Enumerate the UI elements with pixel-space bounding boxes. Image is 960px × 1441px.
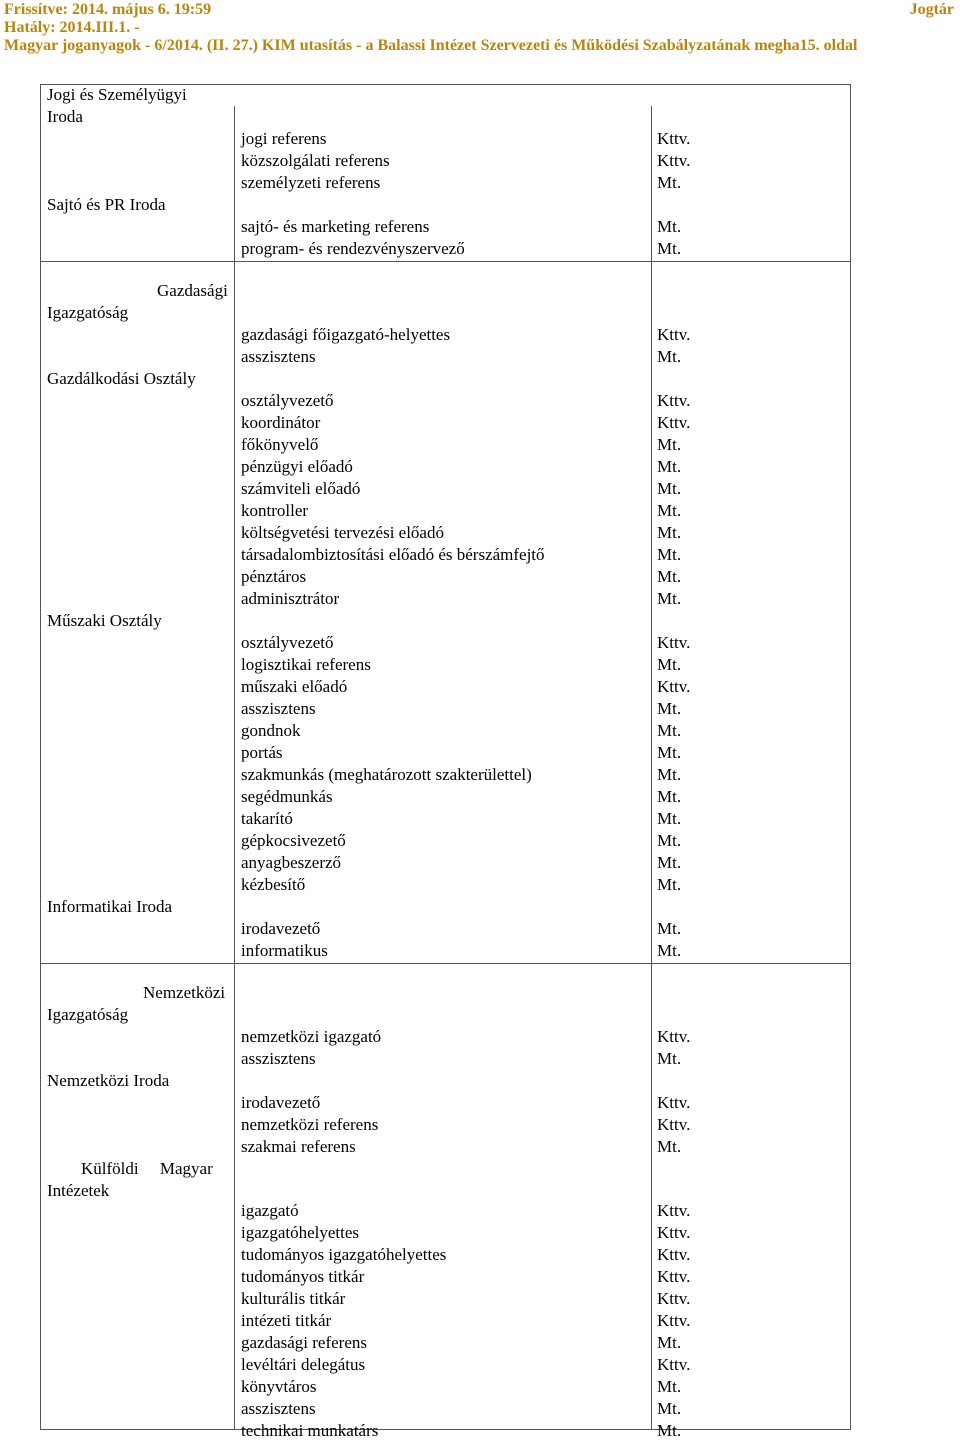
employment-type: Mt. — [657, 765, 682, 784]
employment-type: Mt. — [657, 173, 682, 192]
employment-type: Kttv. — [657, 1115, 691, 1134]
position-name: osztályvezető — [241, 633, 334, 652]
org-unit-label: Informatikai Iroda — [47, 897, 173, 916]
position-name: takarító — [241, 809, 293, 828]
employment-type: Mt. — [657, 655, 682, 674]
employment-type: Mt. — [657, 589, 682, 608]
employment-type: Mt. — [657, 1399, 682, 1418]
effective-date: Hatály: 2014.III.1. - — [4, 19, 140, 36]
employment-type: Kttv. — [657, 1289, 691, 1308]
employment-type: Kttv. — [657, 633, 691, 652]
position-name: levéltári delegátus — [241, 1355, 366, 1374]
org-unit-label: Külföldi Magyar — [81, 1159, 213, 1178]
position-name: nemzetközi referens — [241, 1115, 379, 1134]
update-date: Frissítve: 2014. május 6. 19:59 — [4, 1, 212, 18]
position-name: asszisztens — [241, 1049, 316, 1068]
position-name: asszisztens — [241, 699, 316, 718]
table-border-bottom — [40, 1429, 851, 1430]
position-name: szakmunkás (meghatározott szakterülettel) — [241, 765, 532, 784]
position-name: társadalombiztosítási előadó és bérszámfejtő — [241, 545, 545, 564]
position-name: pénzügyi előadó — [241, 457, 353, 476]
employment-type: Mt. — [657, 875, 682, 894]
position-name: könyvtáros — [241, 1377, 317, 1396]
employment-type: Kttv. — [657, 1201, 691, 1220]
employment-type: Mt. — [657, 545, 682, 564]
position-name: adminisztrátor — [241, 589, 340, 608]
employment-type: Mt. — [657, 501, 682, 520]
position-name: intézeti titkár — [241, 1311, 332, 1330]
position-name: sajtó- és marketing referens — [241, 217, 430, 236]
org-unit-label: Gazdasági — [157, 281, 228, 300]
section-divider — [40, 963, 851, 964]
brand-jogtar: Jogtár — [909, 1, 954, 18]
org-unit-label: Sajtó és PR Iroda — [47, 195, 166, 214]
employment-type: Mt. — [657, 831, 682, 850]
org-unit-label: Gazdálkodási Osztály — [47, 369, 196, 388]
employment-type: Kttv. — [657, 129, 691, 148]
position-name: gazdasági főigazgató-helyettes — [241, 325, 451, 344]
position-name: számviteli előadó — [241, 479, 361, 498]
position-name: tudományos igazgatóhelyettes — [241, 1245, 447, 1264]
position-name: gazdasági referens — [241, 1333, 368, 1352]
column-divider-2 — [651, 106, 652, 1430]
employment-type: Mt. — [657, 479, 682, 498]
employment-type: Kttv. — [657, 677, 691, 696]
employment-type: Mt. — [657, 919, 682, 938]
employment-type: Mt. — [657, 1333, 682, 1352]
employment-type: Mt. — [657, 1049, 682, 1068]
position-name: portás — [241, 743, 283, 762]
org-unit-label: Nemzetközi Iroda — [47, 1071, 170, 1090]
org-unit-label: Jogi és Személyügyi — [47, 85, 187, 104]
employment-type: Mt. — [657, 435, 682, 454]
employment-type: Mt. — [657, 809, 682, 828]
employment-type: Mt. — [657, 217, 682, 236]
employment-type: Kttv. — [657, 1027, 691, 1046]
position-name: közszolgálati referens — [241, 151, 390, 170]
employment-type: Mt. — [657, 347, 682, 366]
position-name: gépkocsivezető — [241, 831, 346, 850]
position-name: program- és rendezvényszervező — [241, 239, 465, 258]
org-unit-label: Igazgatóság — [47, 303, 129, 322]
employment-type: Kttv. — [657, 413, 691, 432]
employment-type: Kttv. — [657, 391, 691, 410]
position-name: koordinátor — [241, 413, 321, 432]
position-name: kontroller — [241, 501, 309, 520]
position-name: anyagbeszerző — [241, 853, 342, 872]
employment-type: Kttv. — [657, 1311, 691, 1330]
document-title: Magyar joganyagok - 6/2014. (II. 27.) KIM utasítás - a Balassi Intézet Szervezeti és Működési Szabályzatának megha15. oldal — [4, 37, 858, 54]
position-name: pénztáros — [241, 567, 307, 586]
employment-type: Kttv. — [657, 1223, 691, 1242]
employment-type: Kttv. — [657, 1355, 691, 1374]
position-name: jogi referens — [241, 129, 327, 148]
org-table — [40, 84, 851, 1440]
employment-type: Mt. — [657, 787, 682, 806]
position-name: asszisztens — [241, 347, 316, 366]
column-divider-1 — [234, 106, 235, 1430]
position-name: informatikus — [241, 941, 328, 960]
position-name: költségvetési tervezési előadó — [241, 523, 444, 542]
position-name: igazgató — [241, 1201, 299, 1220]
employment-type: Kttv. — [657, 1093, 691, 1112]
section-divider — [40, 261, 851, 262]
position-name: kézbesítő — [241, 875, 306, 894]
employment-type: Mt. — [657, 1421, 682, 1440]
employment-type: Kttv. — [657, 1267, 691, 1286]
position-name: nemzetközi igazgató — [241, 1027, 382, 1046]
position-name: szakmai referens — [241, 1137, 356, 1156]
employment-type: Kttv. — [657, 151, 691, 170]
employment-type: Mt. — [657, 1377, 682, 1396]
employment-type: Mt. — [657, 721, 682, 740]
org-unit-label: Nemzetközi — [143, 983, 226, 1002]
employment-type: Mt. — [657, 1137, 682, 1156]
position-name: főkönyvelő — [241, 435, 319, 454]
position-name: irodavezető — [241, 1093, 321, 1112]
position-name: irodavezető — [241, 919, 321, 938]
employment-type: Mt. — [657, 567, 682, 586]
employment-type: Mt. — [657, 239, 682, 258]
table-border-left — [40, 84, 41, 1430]
position-name: kulturális titkár — [241, 1289, 346, 1308]
employment-type: Mt. — [657, 941, 682, 960]
employment-type: Mt. — [657, 743, 682, 762]
position-name: igazgatóhelyettes — [241, 1223, 360, 1242]
employment-type: Mt. — [657, 853, 682, 872]
employment-type: Mt. — [657, 523, 682, 542]
position-name: személyzeti referens — [241, 173, 381, 192]
position-name: technikai munkatárs — [241, 1421, 379, 1440]
position-name: asszisztens — [241, 1399, 316, 1418]
position-name: osztályvezető — [241, 391, 334, 410]
position-name: tudományos titkár — [241, 1267, 365, 1286]
employment-type: Mt. — [657, 699, 682, 718]
org-unit-label: Igazgatóság — [47, 1005, 129, 1024]
employment-type: Kttv. — [657, 1245, 691, 1264]
position-name: gondnok — [241, 721, 301, 740]
org-unit-label: Iroda — [47, 107, 83, 126]
employment-type: Kttv. — [657, 325, 691, 344]
position-name: segédmunkás — [241, 787, 333, 806]
position-name: műszaki előadó — [241, 677, 348, 696]
table-border-right — [850, 84, 851, 1430]
org-unit-label: Műszaki Osztály — [47, 611, 162, 630]
org-unit-label: Intézetek — [47, 1181, 110, 1200]
position-name: logisztikai referens — [241, 655, 371, 674]
employment-type: Mt. — [657, 457, 682, 476]
